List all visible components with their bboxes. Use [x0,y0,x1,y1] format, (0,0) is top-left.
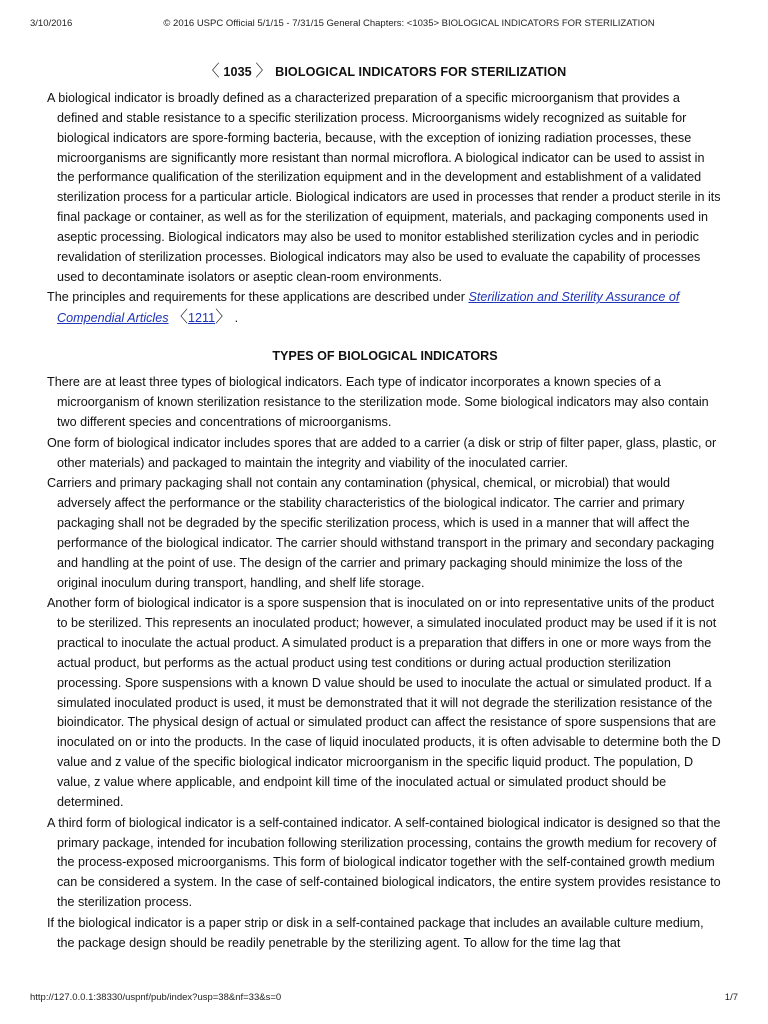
print-date: 3/10/2016 [30,18,73,29]
ref-bracket-left: 〈 [172,309,189,327]
reference-prefix: The principles and requirements for these applications are described under [47,290,469,305]
section-heading: TYPES OF BIOLOGICAL INDICATORS [272,349,498,364]
chapter-heading [47,58,723,81]
body-paragraph: There are at least three types of biological indicators. Each type of indicator incorporates a known species of a microorganism of known sterilization resistance to the sterilization mode. Some biological indicators may also contain two different species and concentrations of microorganisms. [47,375,709,429]
chapter-bracket-left: 〈 [203,63,220,80]
chapter-title: BIOLOGICAL INDICATORS FOR STERILIZATION [275,65,567,79]
chapter-number: 1035 [223,65,252,79]
sterilization-assurance-link[interactable]: Sterilization and Sterility Assurance of Compendial Articles [57,290,680,326]
print-title: © 2016 USPC Official 5/1/15 - 7/31/15 General Chapters: <1035> BIOLOGICAL INDICATORS FOR STERILIZATION [163,18,655,29]
page-url: http://127.0.0.1:38330/uspnf/pub/index?usp=38&nf=33&s=0 [30,992,282,1003]
ref-bracket-right: 〉 [215,309,232,327]
page-footer [30,992,738,1004]
reference-paragraph [47,288,723,329]
page-number: 1/7 [724,992,738,1003]
body-paragraph: Carriers and primary packaging shall not contain any contamination (physical, chemical, or microbial) that would adversely affect the performance or the stability characteristics of the biological indicator. The carrier and primary packaging shall not be degraded by the specific sterilization process, which is used in a manner that will affect the performance of the biological indicator. The carrier should withstand transport in the primary and secondary packaging and handling at the point of use. The design of the carrier and primary packaging should minimize the loss of the original inoculum during transport, handling, and shelf life storage. [47,476,715,590]
body-paragraph: If the biological indicator is a paper strip or disk in a self-contained package that includes an available culture medium, the package design should be readily penetrable by the sterilizing agent. To allow for the time lag that [47,915,704,950]
intro-paragraph: A biological indicator is broadly defined as a characterized preparation of a specific microorganism that provides a defined and stable resistance to a specific sterilization process. Microorganisms widely recognized as suitable for biological indicators are spore-forming bacteria, because, with the exception of ionizing radiation processes, these microorganisms are significantly more resistant than normal microflora. A biological indicator can be used to assist in the performance qualification of the sterilization equipment and in the development and establishment of a validated sterilization process for a particular article. Biological indicators are used in processes that render a product sterile in its final package or container, as well as for the sterilization of equipment, materials, and packaging components used in aseptic processing. Biological indicators may also be used to monitor established sterilization cycles and in periodic revalidation of sterilization processes. Biological indicators may also be used to evaluate the capability of processes used to decontaminate isolators or aseptic clean-room environments. [47,91,721,284]
body-paragraph: A third form of biological indicator is a self-contained indicator. A self-contained biological indicator is designed so that the primary package, intended for incubation following sterilization processing, contains the growth medium for recovery of the process-exposed microorganisms. This form of biological indicator together with the self-contained growth medium can be considered a system. In the case of self-contained biological indicators, the entire system provides resistance to the sterilization process. [47,815,721,910]
reference-suffix: . [234,311,239,326]
chapter-1211-link[interactable]: 1211 [188,311,216,326]
body-paragraph: One form of biological indicator includes spores that are added to a carrier (a disk or strip of filter paper, glass, plastic, or other materials) and packaged to maintain the integrity and viability of the inoculated carrier. [47,435,717,470]
document-body [47,58,723,955]
page-header [30,18,738,30]
body-paragraph: Another form of biological indicator is a spore suspension that is inoculated on or into representative units of the product to be sterilized. This represents an inoculated product; however, a simulated inoculated product may be used if it is not practical to inoculate the actual product. A simulated product is a preparation that differs in one or more ways from the actual product, but performs as the actual product using test conditions or during actual production sterilization processing. Spore suspensions with a known D value should be used to inoculate the actual or simulated product. If a simulated inoculated product is used, it must be demonstrated that it will not degrade the sterilization resistance of the bioindicator. The physical design of actual or simulated product can affect the resistance of spore suspensions that are inoculated on or into the products. In the case of liquid inoculated products, it is often advisable to determine both the D value and z value of the specific biological indicator microorganism in the specific liquid product. The population, D value, z value where applicable, and endpoint kill time of the inoculated actual or simulated product should be determined. [47,596,721,809]
chapter-bracket-right: 〉 [255,63,272,80]
